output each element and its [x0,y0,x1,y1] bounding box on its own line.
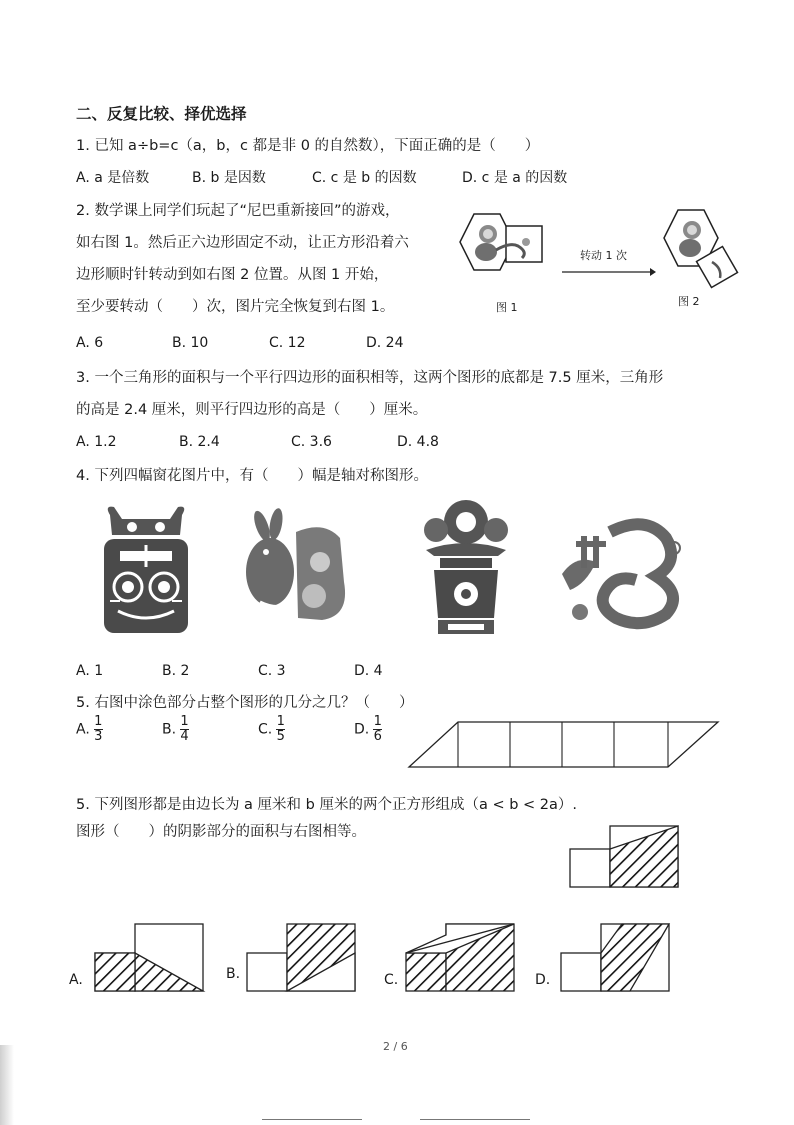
q3-option-c: C. 3.6 [291,434,332,450]
section-title: 二、反复比较、择优选择 [76,105,247,123]
footer-rule-left [262,1119,362,1120]
q3-line-1: 3. 一个三角形的面积与一个平行四边形的面积相等，这两个图形的底都是 7.5 厘米，三角形 [76,370,664,386]
q2-line-1: 2. 数学课上同学们玩起了“尼巴重新接回”的游戏， [76,203,400,219]
q5-parallelogram-figure [408,721,720,769]
q2-figure-2-label: 图 2 [678,295,700,308]
q2-figure-2 [662,208,752,288]
q6-option-d-label: D. [535,972,551,988]
footer-rule-right [420,1119,530,1120]
q2-option-c: C. 12 [269,335,306,351]
q6-option-b-label: B. [226,966,241,982]
q4-stem: 4. 下列四幅窗花图片中，有（ ）幅是轴对称图形。 [76,468,428,484]
q5-stem: 5. 右图中涂色部分占整个图形的几分之几？（ ） [76,695,414,711]
q2-option-d: D. 24 [366,335,404,351]
q2-figure-1 [456,212,551,282]
q5-option-d: D. $\frac{1}{6}$ [354,714,382,744]
q6-reference-figure [569,825,681,889]
q3-option-a: A. 1.2 [76,434,117,450]
papercut-rabbit-fu-image [240,512,352,628]
q2-line-4: 至少要转动（ ）次，图片完全恢复到右图 1。 [76,299,395,315]
q1-option-a: A. a 是倍数 [76,170,150,186]
q3-option-d: D. 4.8 [397,434,439,450]
q2-arrow [560,266,656,278]
q2-option-b: B. 10 [172,335,209,351]
q3-option-b: B. 2.4 [179,434,220,450]
q6-option-c-label: C. [384,972,399,988]
q4-option-d: D. 4 [354,663,383,679]
q6-option-b-figure [246,923,356,993]
q2-arrow-label: 转动 1 次 [580,249,627,262]
q4-option-c: C. 3 [258,663,286,679]
q6-option-d-figure [560,923,670,993]
q2-option-a: A. 6 [76,335,104,351]
q5-option-a: A. $\frac{1}{3}$ [76,714,103,744]
q1-option-d: D. c 是 a 的因数 [462,170,568,186]
q6-line-1: 5. 下列图形都是由边长为 a 厘米和 b 厘米的两个正方形组成（a < b < 2a）. [76,797,578,813]
q3-line-2: 的高是 2.4 厘米，则平行四边形的高是（ ）厘米。 [76,402,428,418]
q4-option-b: B. 2 [162,663,190,679]
page-number: 2 / 6 [383,1040,408,1053]
q6-option-c-figure [405,923,525,993]
q6-line-2: 图形（ ）的阴影部分的面积与右图相等。 [76,824,366,840]
q1-stem: 1. 已知 a÷b=c（a，b，c 都是非 0 的自然数），下面正确的是（ ） [76,138,540,154]
q2-figure-1-label: 图 1 [496,301,518,314]
papercut-snake-shou-image [556,514,688,630]
q2-line-2: 如右图 1。然后正六边形固定不动，让正方形沿着六 [76,235,409,251]
papercut-tiger-image [100,505,192,637]
q1-option-b: B. b 是因数 [192,170,266,186]
q5-option-c: C. $\frac{1}{5}$ [258,714,285,744]
q6-option-a-figure [94,923,204,993]
q1-option-c: C. c 是 b 的因数 [312,170,417,186]
q4-option-a: A. 1 [76,663,104,679]
papercut-flower-vase-image [418,492,514,638]
scan-edge-shadow [0,1045,14,1125]
q2-line-3: 边形顺时针转动到如右图 2 位置。从图 1 开始， [76,267,389,283]
q6-option-a-label: A. [69,972,83,988]
q5-option-b: B. $\frac{1}{4}$ [162,714,189,744]
